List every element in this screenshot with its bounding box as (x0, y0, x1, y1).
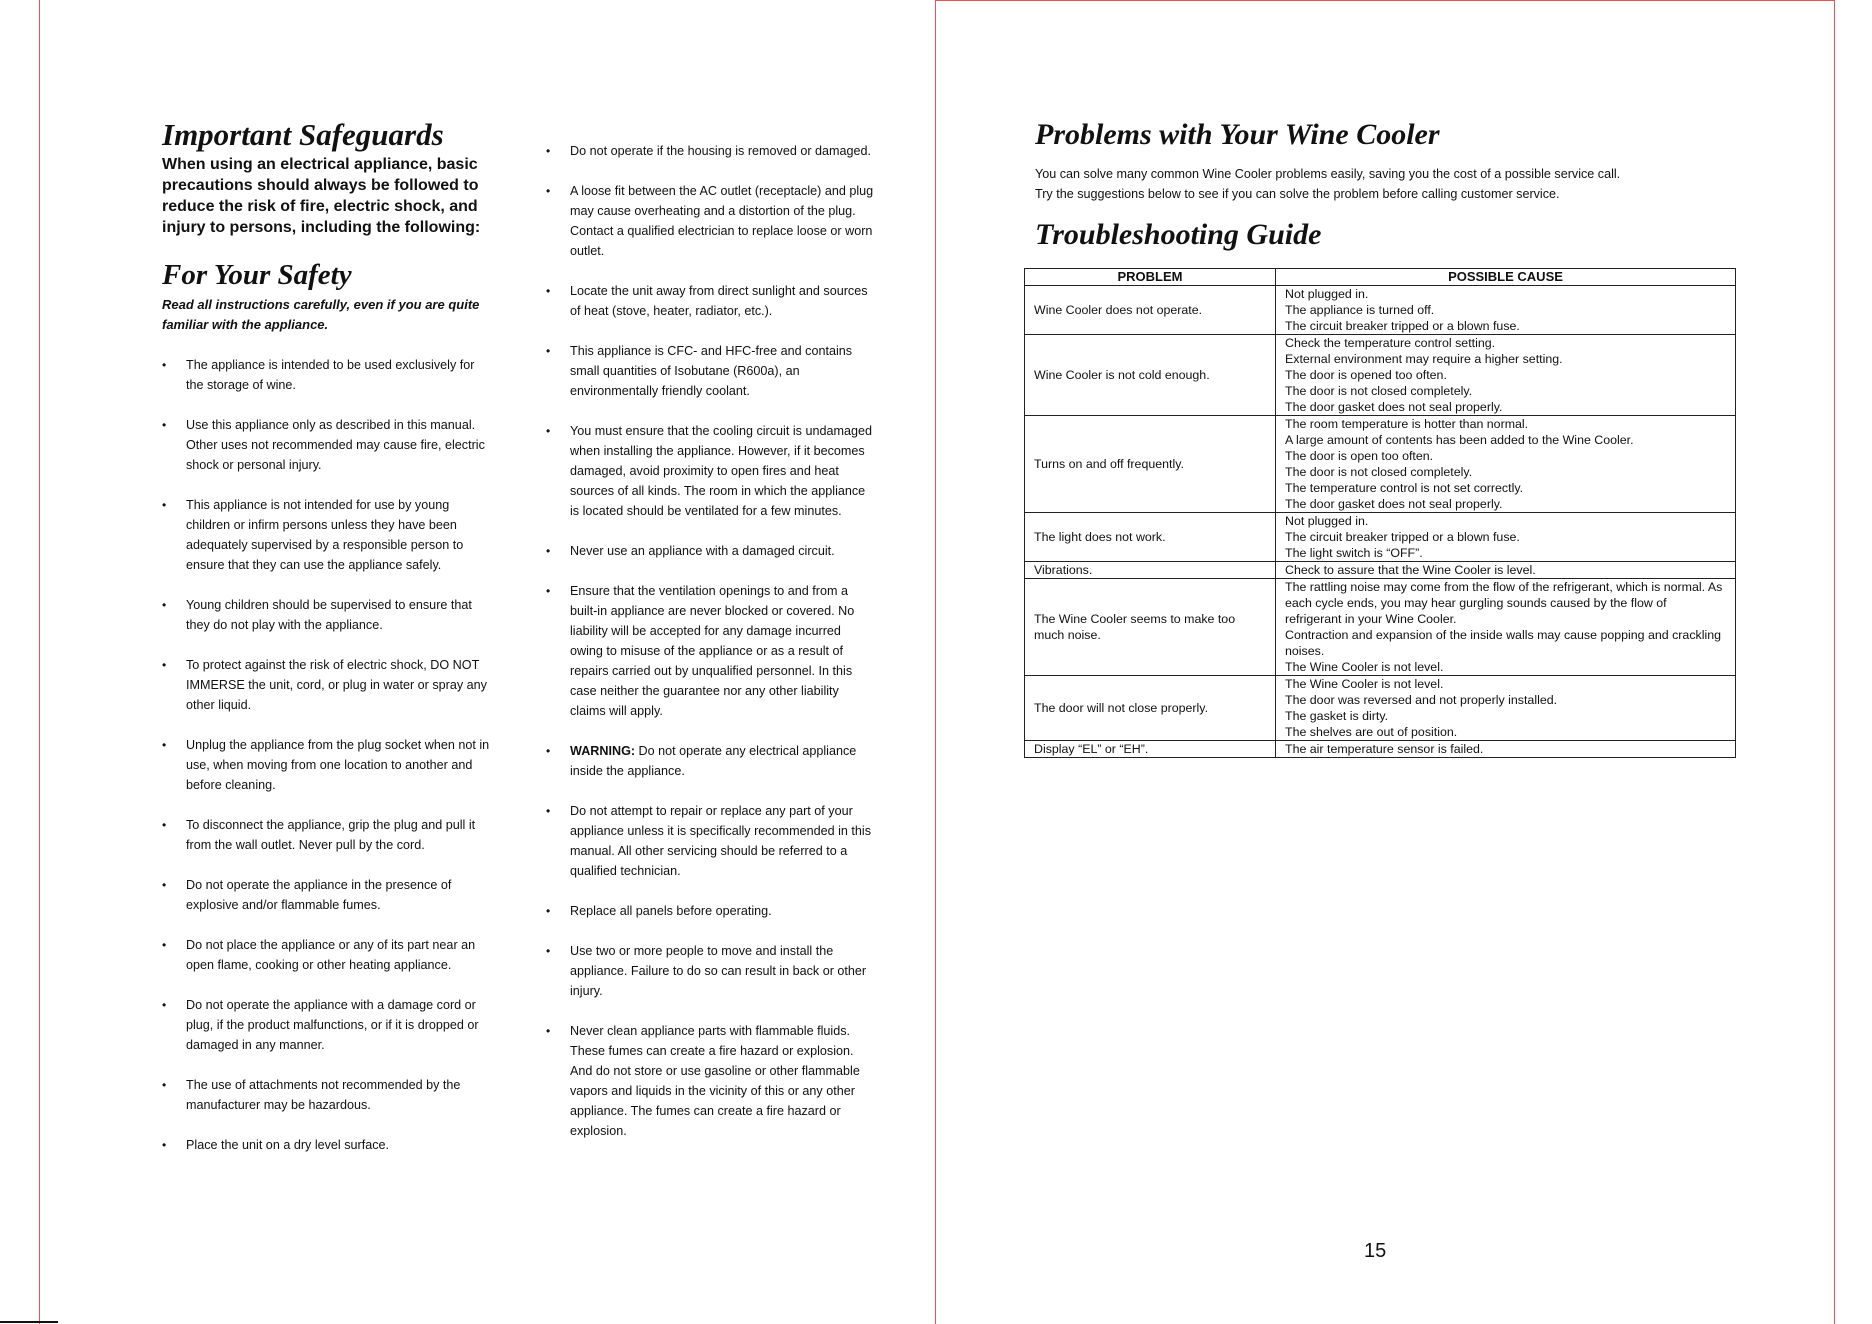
problem-cell: Wine Cooler does not operate. (1025, 286, 1276, 335)
problem-cell: The door will not close properly. (1025, 676, 1276, 741)
important-safeguards-title: Important Safeguards (162, 117, 444, 152)
cause-line: The door gasket does not seal properly. (1285, 400, 1503, 414)
problem-cell: The Wine Cooler seems to make too much noise. (1025, 579, 1276, 676)
warning-label: WARNING: (570, 744, 636, 758)
right-page (1035, 118, 1735, 252)
left-page-edge (39, 0, 40, 1324)
cause-line: The Wine Cooler is not level. (1285, 660, 1444, 674)
page-number: 15 (1364, 1240, 1387, 1262)
cause-line: Not plugged in. (1285, 514, 1369, 528)
cause-line: The light switch is “OFF”. (1285, 546, 1423, 560)
right-page-edge (1834, 0, 1835, 1324)
safety-list-item: • To disconnect the appliance, grip the plug and pull it from the wall outlet. Never pull by the cord. (162, 815, 492, 855)
cause-line: Contraction and expansion of the inside walls may cause popping and crackling noises. (1285, 628, 1722, 658)
safety-list-item: • You must ensure that the cooling circuit is undamaged when installing the appliance. However, if it becomes damaged, avoid proximity to open fires and heat sources of all kinds. The room in which the appliance is located should be ventilated for a few minutes. (546, 421, 876, 521)
table-row (1025, 286, 1736, 335)
cause-line: The temperature control is not set correctly. (1285, 481, 1524, 495)
problems-intro-line-1: You can solve many common Wine Cooler problems easily, saving you the cost of a possible service call. (1035, 167, 1621, 181)
cause-cell (1276, 741, 1736, 758)
table-row (1025, 416, 1736, 513)
cause-line: The door gasket does not seal properly. (1285, 497, 1503, 511)
safety-list-item: • Do not place the appliance or any of its part near an open flame, cooking or other heating appliance. (162, 935, 492, 975)
safety-list-item: • A loose fit between the AC outlet (receptacle) and plug may cause overheating and a distortion of the plug. Contact a qualified electrician to replace loose or worn outlet. (546, 181, 876, 261)
for-your-safety-title: For Your Safety (162, 259, 352, 291)
safety-list-item: • Do not attempt to repair or replace any part of your appliance unless it is specifically recommended in this manual. All other servicing should be referred to a qualified technician. (546, 801, 876, 881)
cause-line: The door is open too often. (1285, 449, 1434, 463)
table-row (1025, 513, 1736, 562)
cause-line: Not plugged in. (1285, 287, 1369, 301)
table-row (1025, 562, 1736, 579)
cause-line: The door is not closed completely. (1285, 384, 1473, 398)
problems-title: Problems with Your Wine Cooler (1035, 118, 1440, 151)
safety-list-item: • This appliance is CFC- and HFC-free and contains small quantities of Isobutane (R600a), an environmentally friendly coolant. (546, 341, 876, 401)
problem-cell: Vibrations. (1025, 562, 1276, 579)
cause-cell (1276, 676, 1736, 741)
warning-list (546, 741, 876, 781)
read-instructions-note: Read all instructions carefully, even if you are quite familiar with the appliance. (162, 297, 480, 332)
cause-cell (1276, 579, 1736, 676)
troubleshooting-table (1024, 268, 1736, 758)
safety-list-item: • Do not operate if the housing is removed or damaged. (546, 141, 876, 161)
warning-text: Do not operate any electrical appliance inside the appliance. (570, 744, 857, 778)
safety-list-item: • Do not operate the appliance with a damage cord or plug, if the product malfunctions, or if it is dropped or damaged in any manner. (162, 995, 492, 1055)
safety-list-item: • Ensure that the ventilation openings to and from a built-in appliance are never blocked or covered. No liability will be accepted for any damage incurred owing to misuse of the appliance or as a result of repairs carried out by unqualified personnel. In this case neither the guarantee nor any other liability claims will apply. (546, 581, 876, 721)
cause-line: The air temperature sensor is failed. (1285, 742, 1484, 756)
safety-list-item: • The use of attachments not recommended by the manufacturer may be hazardous. (162, 1075, 492, 1115)
cause-line: The circuit breaker tripped or a blown fuse. (1285, 530, 1520, 544)
middle-column (546, 141, 876, 1141)
right-page-top-edge (935, 0, 1835, 1)
problems-intro-line-2: Try the suggestions below to see if you can solve the problem before calling customer service. (1035, 187, 1560, 201)
cause-column-header: POSSIBLE CAUSE (1276, 269, 1736, 286)
problem-cell: Turns on and off frequently. (1025, 416, 1276, 513)
safety-list-item: • Young children should be supervised to ensure that they do not play with the appliance. (162, 595, 492, 635)
cause-line: The door is opened too often. (1285, 368, 1447, 382)
safety-list-item: • Locate the unit away from direct sunlight and sources of heat (stove, heater, radiator, etc.). (546, 281, 876, 321)
cause-line: Check the temperature control setting. (1285, 336, 1496, 350)
cause-line: The appliance is turned off. (1285, 303, 1435, 317)
cause-line: A large amount of contents has been added to the Wine Cooler. (1285, 433, 1634, 447)
table-row (1025, 741, 1736, 758)
cause-line: The Wine Cooler is not level. (1285, 677, 1444, 691)
cause-line: The circuit breaker tripped or a blown fuse. (1285, 319, 1520, 333)
cause-line: The shelves are out of position. (1285, 725, 1458, 739)
safety-list-item: • Place the unit on a dry level surface. (162, 1135, 492, 1155)
cause-line: The door is not closed completely. (1285, 465, 1473, 479)
cause-line: The room temperature is hotter than normal. (1285, 417, 1529, 431)
cause-cell (1276, 335, 1736, 416)
safety-list-item: • The appliance is intended to be used exclusively for the storage of wine. (162, 355, 492, 395)
cause-line: Check to assure that the Wine Cooler is level. (1285, 563, 1536, 577)
left-column (162, 118, 492, 1155)
safety-list-item: • Never clean appliance parts with flammable fluids. These fumes can create a fire hazard or explosion. And do not store or use gasoline or other flammable vapors and liquids in the vicinity of this or any other appliance. The fumes can create a fire hazard or explosion. (546, 1021, 876, 1141)
troubleshooting-guide-title: Troubleshooting Guide (1035, 218, 1322, 251)
warning-item (546, 741, 876, 781)
problem-cell: Wine Cooler is not cold enough. (1025, 335, 1276, 416)
cause-line: External environment may require a higher setting. (1285, 352, 1563, 366)
cause-line: The gasket is dirty. (1285, 709, 1389, 723)
safety-list-item: • Use two or more people to move and install the appliance. Failure to do so can result in back or other injury. (546, 941, 876, 1001)
footer-rule (0, 1321, 58, 1323)
cause-cell (1276, 562, 1736, 579)
safety-list-column-1 (162, 355, 492, 1155)
table-row (1025, 579, 1736, 676)
table-row (1025, 335, 1736, 416)
problem-column-header: PROBLEM (1025, 269, 1276, 286)
safety-list-item: • To protect against the risk of electric shock, DO NOT IMMERSE the unit, cord, or plug in water or spray any other liquid. (162, 655, 492, 715)
safety-list-item: • Unplug the appliance from the plug socket when not in use, when moving from one location to another and before cleaning. (162, 735, 492, 795)
cause-line: The rattling noise may come from the flow of the refrigerant, which is normal. As each cycle ends, you may hear gurgling sounds caused by the flow of refrigerant in your Wine Cooler. (1285, 580, 1723, 626)
cause-line: The door was reversed and not properly installed. (1285, 693, 1558, 707)
problem-cell: Display “EL” or “EH”. (1025, 741, 1276, 758)
table-header-row (1025, 269, 1736, 286)
cause-cell (1276, 513, 1736, 562)
safety-list-item: • Do not operate the appliance in the presence of explosive and/or flammable fumes. (162, 875, 492, 915)
safety-list-item: • Replace all panels before operating. (546, 901, 876, 921)
safety-list-item: • Never use an appliance with a damaged circuit. (546, 541, 876, 561)
page-fold-line (935, 0, 936, 1324)
safety-list-column-2 (546, 141, 876, 721)
cause-cell (1276, 286, 1736, 335)
safety-list-item: • Use this appliance only as described in this manual. Other uses not recommended may cause fire, electric shock or personal injury. (162, 415, 492, 475)
safeguards-intro: When using an electrical appliance, basic precautions should always be followed to reduce the risk of fire, electric shock, and injury to persons, including the following: (162, 156, 481, 236)
cause-cell (1276, 416, 1736, 513)
problem-cell: The light does not work. (1025, 513, 1276, 562)
safety-list-column-2-continued (546, 801, 876, 1141)
table-row (1025, 676, 1736, 741)
safety-list-item: • This appliance is not intended for use by young children or infirm persons unless they have been adequately supervised by a responsible person to ensure that they can use the appliance safely. (162, 495, 492, 575)
